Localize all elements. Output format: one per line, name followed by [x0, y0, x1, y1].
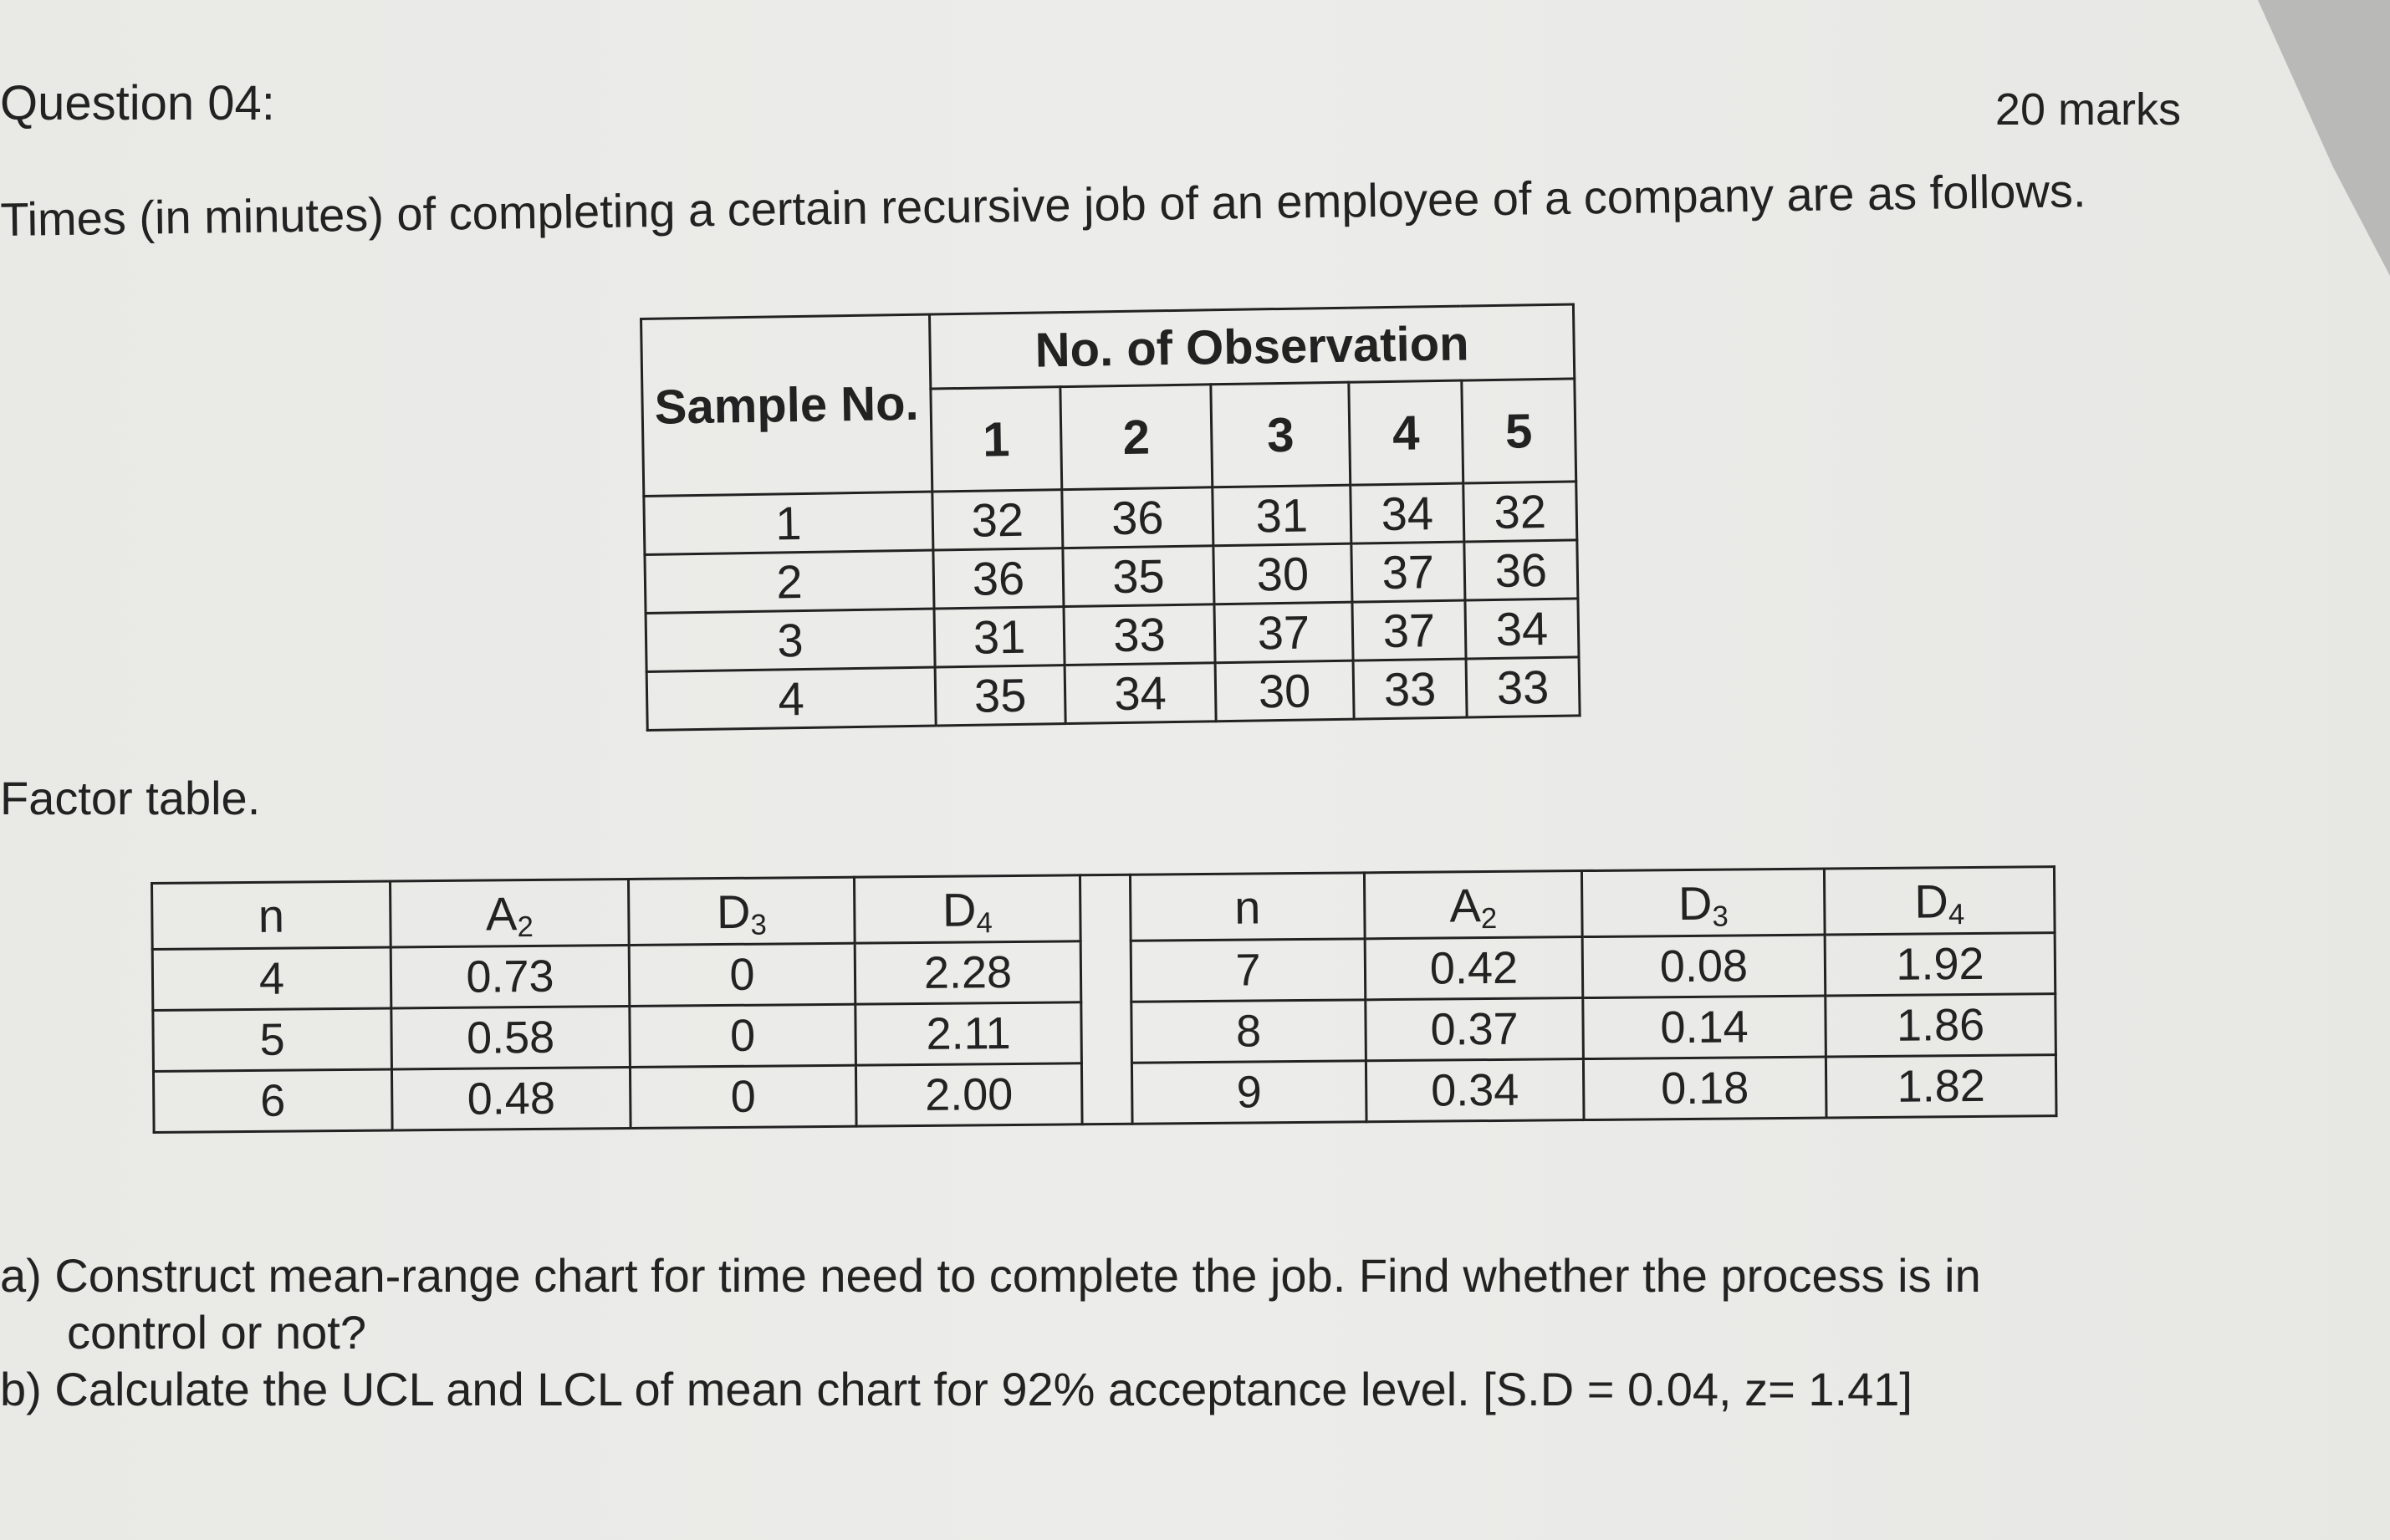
- sample-no-header: Sample No.: [641, 314, 932, 496]
- factor-cell: 5: [153, 1008, 392, 1071]
- sample-cell: 4: [646, 667, 936, 730]
- factor-cell: 6: [153, 1069, 392, 1132]
- question-b: b) Calculate the UCL and LCL of mean chart for 92% acceptance level. [S.D = 0.04, z= 1.41]: [0, 1363, 1913, 1415]
- marks-label: 20 marks: [1994, 84, 2181, 135]
- factor-cell: 7: [1131, 939, 1366, 1002]
- header-d3: $D_3$: [1581, 869, 1825, 937]
- value-cell: 33: [1064, 604, 1215, 665]
- header-n: n: [152, 881, 391, 949]
- value-cell: 34: [1465, 599, 1579, 659]
- observation-group-header: No. of Observation: [929, 304, 1574, 389]
- value-cell: 36: [933, 548, 1064, 609]
- value-cell: 37: [1352, 600, 1466, 660]
- value-cell: 31: [934, 607, 1065, 667]
- value-cell: 31: [1213, 485, 1351, 546]
- factor-cell: 0.48: [391, 1068, 631, 1130]
- factor-cell: 0.14: [1583, 996, 1826, 1059]
- table-gap: [1080, 875, 1132, 1124]
- question-a-line1: a) Construct mean-range chart for time need to complete the job. Find whether the process is in: [0, 1249, 1981, 1302]
- value-cell: 34: [1351, 483, 1464, 543]
- factor-cell: 1.86: [1826, 994, 2056, 1057]
- obs-col-header: 3: [1211, 382, 1351, 487]
- header-a2: $A_2$: [391, 880, 630, 947]
- factor-cell: 4: [152, 947, 391, 1010]
- header-d4: $D_4$: [1824, 867, 2055, 935]
- header-a2: $A_2$: [1364, 871, 1582, 939]
- factor-cell: 2.28: [855, 941, 1081, 1004]
- sample-cell: 2: [645, 550, 934, 613]
- header-d3: $D_3$: [628, 877, 855, 945]
- value-cell: 33: [1466, 657, 1580, 717]
- value-cell: 32: [932, 490, 1063, 550]
- value-cell: 37: [1351, 542, 1465, 602]
- factor-table-wrapper: [151, 865, 2058, 1134]
- value-cell: 33: [1353, 659, 1467, 719]
- factor-cell: 9: [1131, 1061, 1366, 1124]
- factor-table-caption: Factor table.: [0, 772, 261, 824]
- factor-cell: 0.18: [1583, 1057, 1826, 1120]
- obs-col-header: 5: [1462, 379, 1576, 483]
- observation-table: [640, 303, 1581, 731]
- value-cell: 32: [1463, 482, 1577, 542]
- factor-cell: 8: [1131, 1000, 1366, 1063]
- factor-cell: 1.92: [1825, 933, 2056, 996]
- value-cell: 37: [1214, 602, 1353, 663]
- factor-cell: 0: [630, 1065, 856, 1128]
- factor-cell: 2.11: [855, 1002, 1082, 1065]
- obs-col-header: 2: [1060, 385, 1213, 490]
- factor-cell: 0.73: [391, 946, 630, 1008]
- intro-text: Times (in minutes) of completing a certain recursive job of an employee of a company are as follows.: [0, 164, 2086, 246]
- value-cell: 30: [1215, 660, 1354, 722]
- factor-cell: 2.00: [855, 1063, 1082, 1126]
- header-n: n: [1130, 873, 1365, 941]
- factor-cell: 0.34: [1366, 1059, 1584, 1122]
- value-cell: 36: [1464, 540, 1578, 600]
- header-d4: $D_4$: [854, 875, 1080, 943]
- value-cell: 36: [1062, 487, 1213, 548]
- factor-cell: 0.08: [1582, 935, 1826, 998]
- question-a-line2: control or not?: [67, 1306, 366, 1359]
- factor-cell: 0.58: [391, 1007, 631, 1069]
- factor-table: [151, 865, 2058, 1134]
- obs-col-header: 4: [1349, 380, 1463, 485]
- observation-table-wrapper: [640, 303, 1581, 731]
- factor-cell: 1.82: [1826, 1055, 2056, 1118]
- factor-cell: 0.37: [1366, 998, 1584, 1061]
- sample-cell: 1: [644, 492, 933, 554]
- factor-cell: 0: [629, 943, 855, 1006]
- value-cell: 34: [1065, 663, 1216, 724]
- value-cell: 30: [1213, 543, 1352, 604]
- question-number: Question 04:: [0, 76, 275, 130]
- value-cell: 35: [935, 665, 1065, 726]
- factor-cell: 0: [630, 1004, 856, 1067]
- factor-cell: 0.42: [1365, 937, 1583, 1000]
- obs-col-header: 1: [931, 387, 1062, 492]
- value-cell: 35: [1063, 546, 1214, 607]
- sample-cell: 3: [646, 609, 935, 671]
